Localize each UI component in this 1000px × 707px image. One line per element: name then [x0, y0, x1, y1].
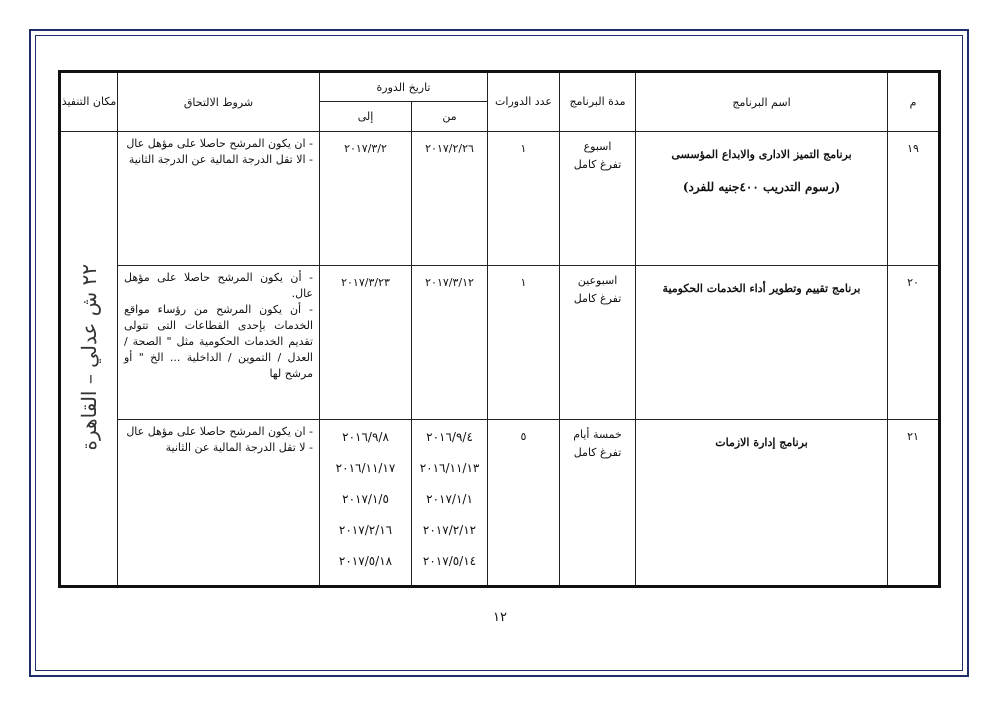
date-from: ٢٠١٧/١/١ — [426, 492, 473, 506]
duration-cell — [560, 266, 636, 420]
program-fee: (رسوم التدريب ٤٠٠جنيه للفرد) — [682, 180, 841, 194]
table-row — [60, 266, 940, 420]
duration-mode: تفرغ كامل — [573, 446, 622, 459]
header-from: من — [412, 102, 488, 132]
conditions-cell — [118, 266, 320, 420]
condition-item: - ان يكون المرشح حاصلا على مؤهل عال — [126, 425, 313, 438]
header-place: مكان التنفيذ — [60, 72, 118, 132]
conditions-cell — [118, 420, 320, 587]
header-course-date: تاريخ الدورة — [320, 72, 488, 102]
duration-cell — [560, 132, 636, 266]
table-row — [60, 420, 940, 587]
header-conditions: شروط الالتحاق — [118, 72, 320, 132]
row-number: ٢١ — [888, 420, 940, 587]
date-from: ٢٠١٦/١١/١٣ — [419, 461, 480, 475]
date-to: ٢٠١٧/٣/٢ — [320, 132, 412, 266]
date-to: ٢٠١٦/٩/٨ — [342, 430, 389, 444]
duration-cell — [560, 420, 636, 587]
program-title — [636, 266, 888, 420]
duration-value: اسبوعين — [577, 274, 618, 287]
header-course-count: عدد الدورات — [488, 72, 560, 132]
row-number: ١٩ — [888, 132, 940, 266]
place-cell — [60, 132, 118, 587]
date-to: ٢٠١٧/٢/١٦ — [338, 523, 393, 537]
course-count: ١ — [488, 266, 560, 420]
program-title — [636, 132, 888, 266]
condition-item: - ان يكون المرشح حاصلا على مؤهل عال — [126, 137, 313, 150]
date-from: ٢٠١٧/٢/١٢ — [422, 523, 477, 537]
date-from: ٢٠١٦/٩/٤ — [426, 430, 473, 444]
dates-to-cell — [320, 420, 412, 587]
page-number: ١٢ — [493, 610, 507, 625]
condition-item: - الا تقل الدرجة المالية عن الدرجة الثانية — [128, 153, 313, 166]
condition-item: - أن يكون المرشح حاصلا على مؤهل عال. — [124, 271, 313, 300]
course-count: ٥ — [488, 420, 560, 587]
conditions-cell — [118, 132, 320, 266]
program-title-text: برنامج تقييم وتطوير أداء الخدمات الحكومية — [662, 282, 861, 295]
table-row — [60, 132, 940, 266]
course-count: ١ — [488, 132, 560, 266]
row-number: ٢٠ — [888, 266, 940, 420]
duration-mode: تفرغ كامل — [573, 158, 622, 171]
date-from: ٢٠١٧/٣/١٢ — [412, 266, 488, 420]
header-duration: مدة البرنامج — [560, 72, 636, 132]
date-to: ٢٠١٧/١/٥ — [342, 492, 389, 506]
date-to: ٢٠١٧/٥/١٨ — [338, 554, 393, 568]
header-to: إلى — [320, 102, 412, 132]
duration-value: خمسة أيام — [573, 428, 622, 441]
dates-from-cell — [412, 420, 488, 587]
duration-value: اسبوع — [583, 140, 612, 153]
program-title-text: برنامج إدارة الازمات — [715, 436, 808, 449]
place-value: ٢٢ ش عدلي – القاهرة — [77, 263, 101, 451]
programs-table — [58, 70, 941, 588]
program-title — [636, 420, 888, 587]
date-to: ٢٠١٧/٣/٢٣ — [320, 266, 412, 420]
program-title-text: برنامج التميز الادارى والابداع المؤسسى — [671, 148, 852, 161]
duration-mode: تفرغ كامل — [573, 292, 622, 305]
date-from: ٢٠١٧/٢/٢٦ — [412, 132, 488, 266]
date-to: ٢٠١٦/١١/١٧ — [335, 461, 396, 475]
condition-item: - لا تقل الدرجة المالية عن الثانية — [165, 441, 313, 454]
header-program-name: اسم البرنامج — [636, 72, 888, 132]
date-from: ٢٠١٧/٥/١٤ — [422, 554, 477, 568]
condition-item: - أن يكون المرشح من رؤساء مواقع الخدمات بإحدى القطاعات التى تتولى تقديم الخدمات الحكومية مثل " الصحة / العدل / التموين / الداخلية ... الخ " أو مرشح لها — [124, 303, 313, 380]
header-num: م — [888, 72, 940, 132]
